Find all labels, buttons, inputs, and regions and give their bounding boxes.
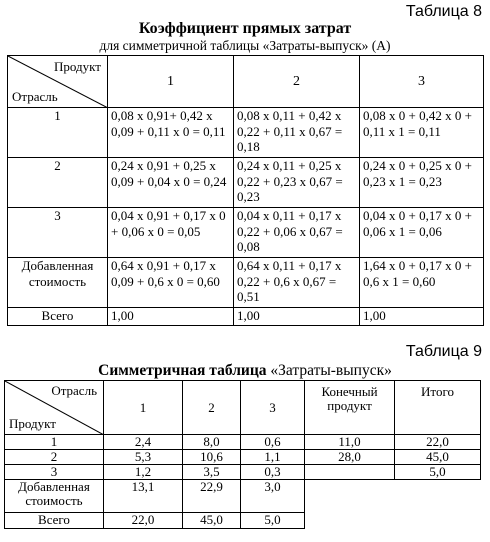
table-cell: 1,1	[241, 450, 305, 465]
table-row	[5, 450, 481, 465]
table-cell: 22,0	[104, 513, 183, 529]
row-label: Всего	[8, 308, 108, 326]
table-cell	[305, 465, 395, 480]
column-header: 3	[360, 56, 484, 108]
table-9-title	[0, 362, 490, 380]
table-cell: 3,5	[183, 465, 241, 480]
table-cell: 11,0	[305, 435, 395, 450]
table-8-subtitle: для симметричной таблицы «Затраты-выпуск» (А)	[99, 38, 391, 53]
table-row	[8, 158, 484, 208]
table-header-row	[8, 56, 484, 108]
table-cell: 5,0	[395, 465, 481, 480]
table-cell: 45,0	[183, 513, 241, 529]
table-8-label: Таблица 8	[405, 3, 482, 20]
table-9-title-bold: Симметричная таблица	[98, 362, 267, 379]
table-cell: 0,04 х 0,91 + 0,17 х 0 + 0,06 х 0 = 0,05	[108, 208, 234, 258]
row-label: Всего	[5, 513, 104, 529]
column-header: 2	[183, 381, 241, 435]
table-9-title-rest: «Затраты-выпуск»	[266, 362, 392, 379]
table-cell: 0,08 х 0,91+ 0,42 х 0,09 + 0,11 х 0 = 0,11	[108, 108, 234, 158]
row-label: Добавленная стоимость	[8, 258, 108, 308]
table-cell: 0,04 х 0 + 0,17 х 0 + 0,06 х 1 = 0,06	[360, 208, 484, 258]
row-label: 2	[8, 158, 108, 208]
corner-top-label: Продукт	[54, 59, 101, 74]
table-cell: 0,04 х 0,11 + 0,17 х 0,22 + 0,06 х 0,67 = 0,08	[234, 208, 360, 258]
input-output-table	[4, 380, 481, 529]
table-row	[8, 308, 484, 326]
table-cell: 45,0	[395, 450, 481, 465]
table-cell: 0,64 х 0,11 + 0,17 х 0,22 + 0,6 х 0,67 = 0,51	[234, 258, 360, 308]
table-cell: 0,24 х 0 + 0,25 х 0 + 0,23 х 1 = 0,23	[360, 158, 484, 208]
row-label: 1	[8, 108, 108, 158]
table-cell: 5,3	[104, 450, 183, 465]
corner-cell	[5, 381, 104, 435]
table-row	[5, 465, 481, 480]
column-header: 3	[241, 381, 305, 435]
row-label: 3	[8, 208, 108, 258]
table-cell: 1,2	[104, 465, 183, 480]
row-label: 1	[5, 435, 104, 450]
table-cell: 0,24 х 0,11 + 0,25 х 0,22 + 0,23 х 0,67 = 0,23	[234, 158, 360, 208]
table-cell: 3,0	[241, 480, 305, 513]
table-cell: 0,24 х 0,91 + 0,25 х 0,09 + 0,04 х 0 = 0,24	[108, 158, 234, 208]
table-cell: 1,00	[108, 308, 234, 326]
table-cell: 0,3	[241, 465, 305, 480]
table-row	[8, 108, 484, 158]
column-header: 2	[234, 56, 360, 108]
table-cell: 8,0	[183, 435, 241, 450]
table-cell: 0,08 х 0,11 + 0,42 х 0,22 + 0,11 х 0,67 = 0,18	[234, 108, 360, 158]
corner-cell	[8, 56, 108, 108]
row-label: 2	[5, 450, 104, 465]
table-cell: 1,00	[360, 308, 484, 326]
table-cell: 13,1	[104, 480, 183, 513]
column-header: 1	[104, 381, 183, 435]
table-cell: 10,6	[183, 450, 241, 465]
table-row	[8, 208, 484, 258]
table-row	[5, 513, 481, 529]
column-header: 1	[108, 56, 234, 108]
table-row	[8, 258, 484, 308]
table-9-label: Таблица 9	[405, 343, 482, 360]
table-cell: 22,0	[395, 435, 481, 450]
table-cell: 0,6	[241, 435, 305, 450]
direct-costs-table	[7, 55, 484, 326]
table-8-title: Коэффициент прямых затрат	[138, 20, 352, 37]
table-cell: 0,64 х 0,91 + 0,17 х 0,09 + 0,6 х 0 = 0,60	[108, 258, 234, 308]
table-cell: 5,0	[241, 513, 305, 529]
corner-bottom-label: Продукт	[9, 416, 56, 431]
table-header-row	[5, 381, 481, 435]
row-label: Добавленная стоимость	[5, 480, 104, 513]
table-row	[5, 435, 481, 450]
table-cell: 2,4	[104, 435, 183, 450]
row-label: 3	[5, 465, 104, 480]
table-cell: 1,00	[234, 308, 360, 326]
table-cell: 22,9	[183, 480, 241, 513]
column-header: Конечный продукт	[305, 381, 395, 435]
corner-bottom-label: Отрасль	[12, 88, 58, 104]
table-row	[5, 480, 481, 513]
table-cell: 28,0	[305, 450, 395, 465]
corner-top-label: Отрасль	[51, 383, 97, 398]
table-cell: 1,64 х 0 + 0,17 х 0 + 0,6 х 1 = 0,60	[360, 258, 484, 308]
table-cell: 0,08 х 0 + 0,42 х 0 + 0,11 х 1 = 0,11	[360, 108, 484, 158]
column-header: Итого	[395, 381, 481, 435]
